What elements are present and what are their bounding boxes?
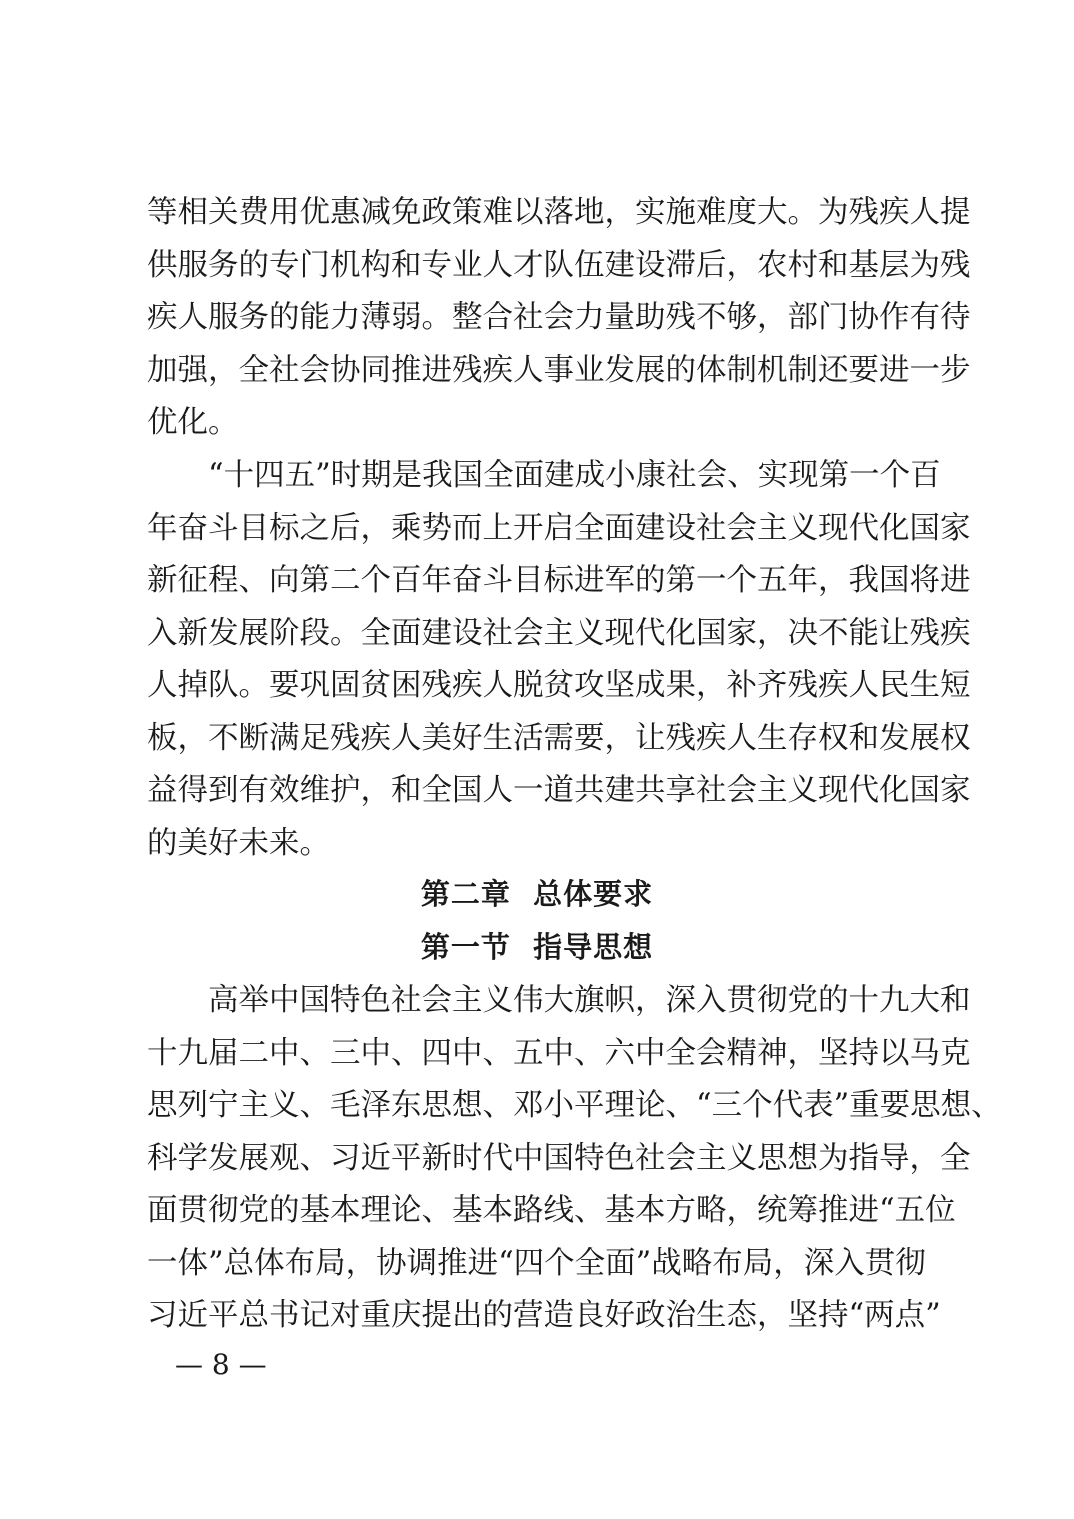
paragraph-continuation xyxy=(147,187,971,450)
section-heading: 第一节 指导思想 xyxy=(420,930,654,964)
text-line: 十九届二中、三中、四中、五中、六中全会精神，坚持以马克 xyxy=(147,1035,971,1071)
paragraph-fourteenth-five-year xyxy=(147,450,971,870)
text-line: 优化。 xyxy=(147,405,239,440)
text-line: 入新发展阶段。全面建设社会主义现代化国家，决不能让残疾 xyxy=(147,615,971,651)
text-line: 的美好未来。 xyxy=(147,825,330,861)
text-line: 一体”总体布局，协调推进“四个全面”战略布局，深入贯彻 xyxy=(147,1245,926,1281)
text-line: 科学发展观、习近平新时代中国特色社会主义思想为指导，全 xyxy=(147,1140,971,1176)
text-line: 等相关费用优惠减免政策难以落地，实施难度大。为残疾人提 xyxy=(147,195,971,230)
text-line: “十四五”时期是我国全面建成小康社会、实现第一个百 xyxy=(208,458,941,493)
chapter-heading: 第二章 总体要求 xyxy=(420,877,654,911)
text-line: 面贯彻党的基本理论、基本路线、基本方略，统筹推进“五位 xyxy=(147,1193,956,1228)
text-line: 思列宁主义、毛泽东思想、邓小平理论、“三个代表”重要思想、 xyxy=(147,1088,1002,1123)
text-line: 年奋斗目标之后，乘势而上开启全面建设社会主义现代化国家 xyxy=(147,510,971,546)
text-line: 加强，全社会协同推进残疾人事业发展的体制机制还要进一步 xyxy=(147,352,971,388)
text-line: 益得到有效维护，和全国人一道共建共享社会主义现代化国家 xyxy=(147,773,971,808)
text-line: 供服务的专门机构和专业人才队伍建设滞后，农村和基层为残 xyxy=(147,247,971,283)
text-line: 高举中国特色社会主义伟大旗帜，深入贯彻党的十九大和 xyxy=(208,983,971,1018)
paragraph-guiding-ideology xyxy=(147,975,1002,1343)
text-line: 新征程、向第二个百年奋斗目标进军的第一个五年，我国将进 xyxy=(147,563,971,598)
text-line: 疾人服务的能力薄弱。整合社会力量助残不够，部门协作有待 xyxy=(147,300,971,335)
page-number: — 8 — xyxy=(175,1348,267,1381)
text-line: 人掉队。要巩固贫困残疾人脱贫攻坚成果，补齐残疾人民生短 xyxy=(147,668,971,703)
text-line: 板，不断满足残疾人美好生活需要，让残疾人生存权和发展权 xyxy=(147,720,971,756)
text-line: 习近平总书记对重庆提出的营造良好政治生态，坚持“两点” xyxy=(147,1298,941,1333)
